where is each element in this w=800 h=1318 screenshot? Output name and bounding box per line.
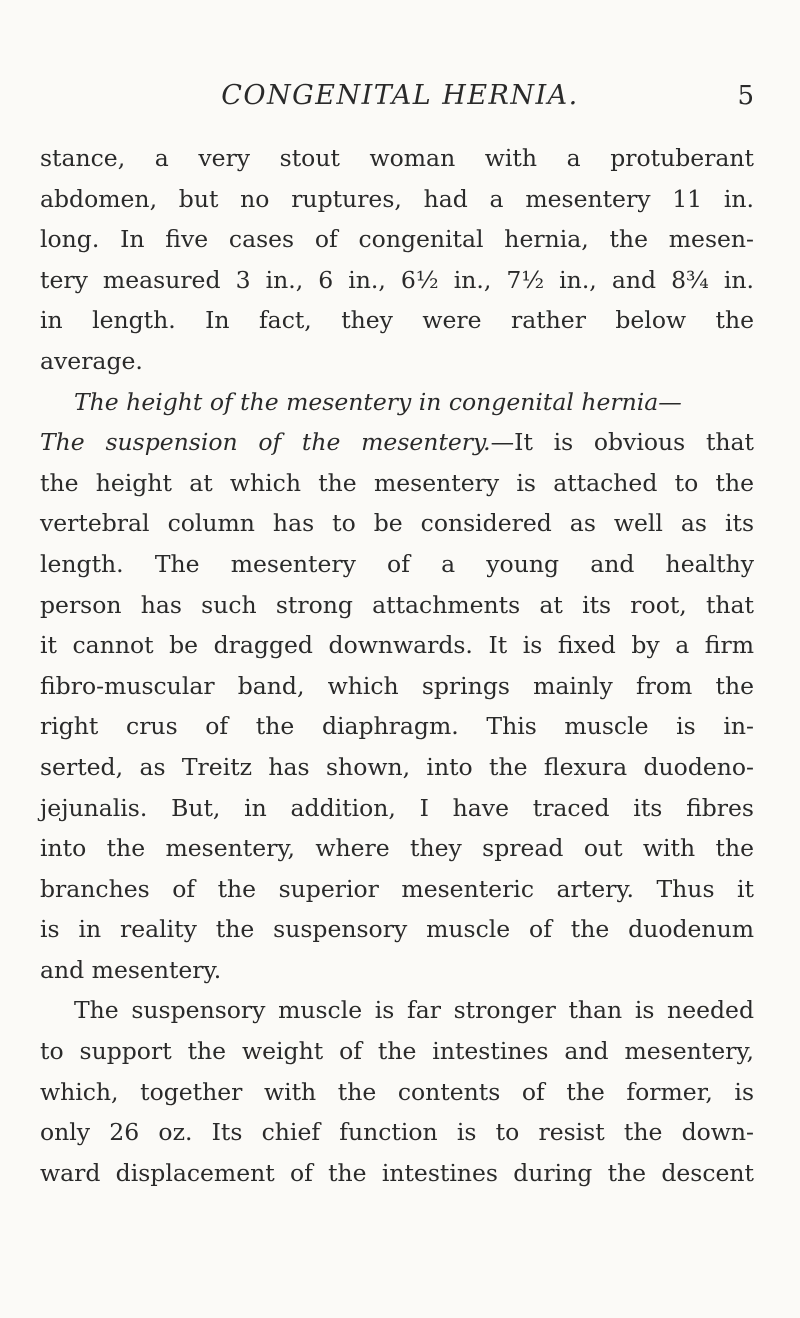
body-text [40,138,754,1193]
text-line: in length. In fact, they were rather below the [40,306,754,335]
text-line: vertebral column has to be considered as well as its [40,509,754,538]
text-line: which, together with the contents of the former, is [40,1077,754,1106]
subheading-line [40,422,754,463]
text-line: tery measured 3 in., 6 in., 6½ in., 7½ in., and 8¾ in. [40,265,754,294]
text-line: The suspensory muscle is far stronger than is needed [74,996,754,1025]
text-line: fibro-muscular band, which springs mainly from the [40,671,754,700]
text-line: it cannot be dragged downwards. It is fixed by a firm [40,631,754,660]
text-line: only 26 oz. Its chief function is to resist the down- [40,1118,754,1147]
text-line: is in reality the suspensory muscle of the duodenum [40,915,754,944]
text-line: person has such strong attachments at its root, that [40,590,754,619]
subheading-italic: The suspension of the mesentery. [40,428,491,457]
running-title: CONGENITAL HERNIA. [221,80,579,111]
text-line: jejunalis. But, in addition, I have traced its fibres [40,793,754,822]
text-line: long. In five cases of congenital hernia, the mesen- [40,225,754,254]
text-line: right crus of the diaphragm. This muscle is in- [40,712,754,741]
text-line: abdomen, but no ruptures, had a mesentery 11 in. [40,184,754,213]
subheading-rest: —It is obvious that [490,428,754,457]
text-line: into the mesentery, where they spread out with the [40,834,754,863]
text-line: and mesentery. [40,955,222,984]
text-line: the height at which the mesentery is attached to the [40,468,754,497]
text-line: length. The mesentery of a young and healthy [40,549,754,578]
section-heading: The height of the mesentery in congenital hernia— [74,387,682,416]
text-line: stance, a very stout woman with a protuberant [40,144,754,172]
text-line: to support the weight of the intestines and mesentery, [40,1037,754,1066]
text-line: serted, as Treitz has shown, into the flexura duodeno- [40,752,754,781]
page-number: 5 [737,81,754,111]
text-line: ward displacement of the intestines during the descent [40,1158,754,1187]
text-line: average. [40,346,143,375]
text-line: branches of the superior mesenteric artery. Thus it [40,874,754,903]
running-head [40,76,760,116]
